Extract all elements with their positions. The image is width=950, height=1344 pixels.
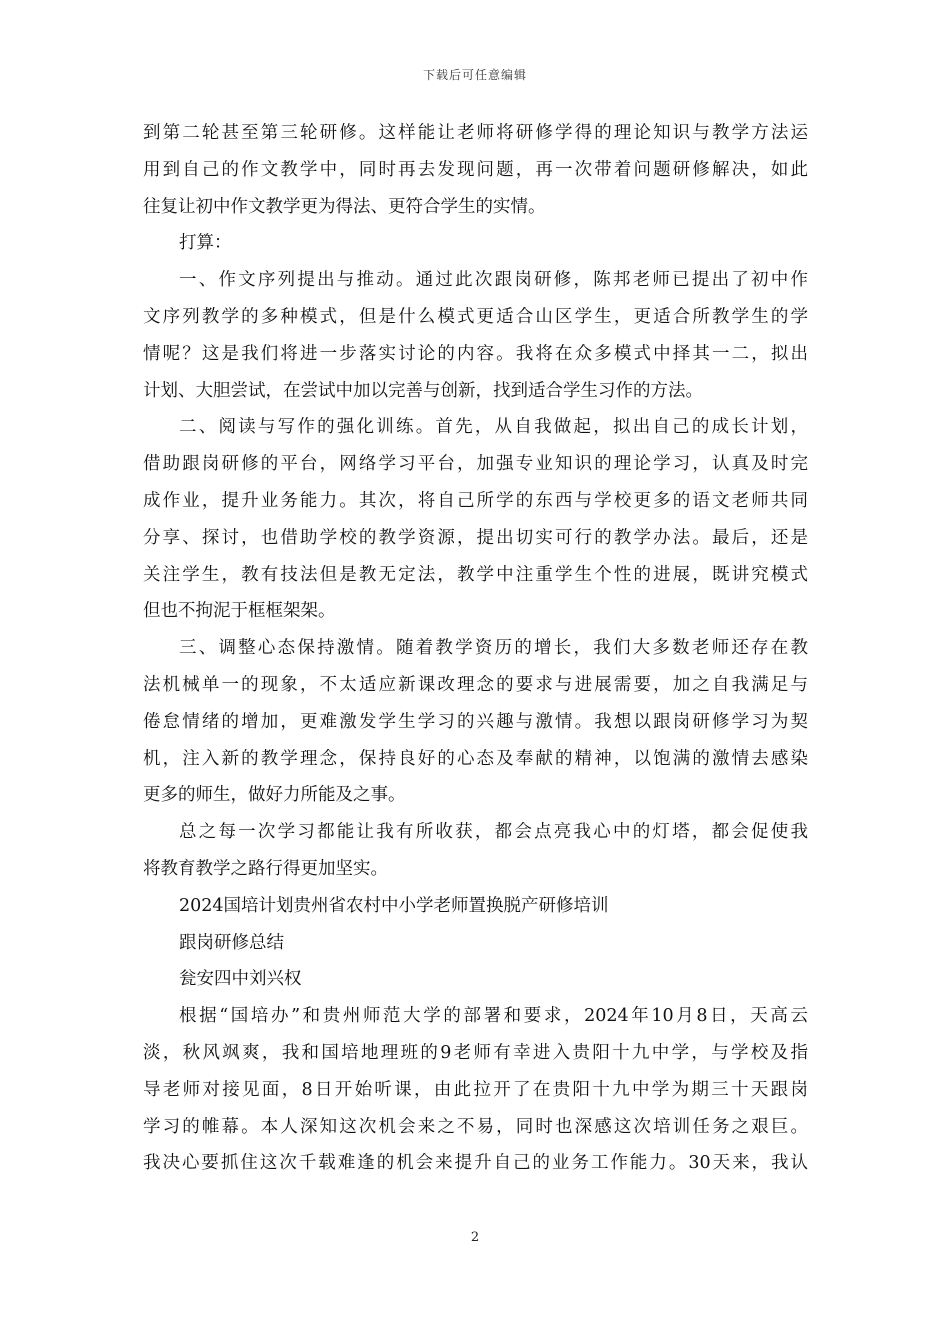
section-title: 2024国培计划贵州省农村中小学老师置换脱产研修培训: [179, 895, 609, 916]
text-line: 淡，秋风飒爽，我和国培地理班的9老师有幸进入贵阳十九中学，与学校及指: [143, 1042, 808, 1063]
text-line: 到第二轮甚至第三轮研修。这样能让老师将研修学得的理论知识与教学方法运: [143, 123, 808, 143]
text-line: 导老师对接见面，8日开始听课，由此拉开了在贵阳十九中学为期三十天跟岗: [143, 1079, 808, 1100]
text-line: 关注学生，教有技法但是教无定法，教学中注重学生个性的进展，既讲究模式: [143, 564, 808, 585]
text-line: 机，注入新的教学理念，保持良好的心态及奉献的精神，以饱满的激情去感染: [143, 748, 808, 769]
page-header: 下载后可任意编辑: [422, 68, 527, 82]
text-line: 用到自己的作文教学中，同时再去发现问题，再一次带着问题研修解决，如此: [143, 159, 808, 180]
text-line: 法机械单一的现象，不太适应新课改理念的要求与进展需要，加之自我满足与: [143, 674, 808, 695]
text-line: 三、调整心态保持激情。随着教学资历的增长，我们大多数老师还存在教: [179, 638, 808, 659]
text-line: 将教育教学之路行得更加坚实。: [143, 858, 388, 879]
text-line: 但也不拘泥于框框架架。: [143, 601, 336, 622]
text-line: 倦怠情绪的增加，更难激发学生学习的兴趣与激情。我想以跟岗研修学习为契: [143, 711, 808, 732]
text-line: 更多的师生，做好力所能及之事。: [143, 785, 406, 806]
text-line: 分享、探讨，也借助学校的教学资源，提出切实可行的教学办法。最后，还是: [143, 527, 808, 548]
text-line: 学习的帷幕。本人深知这次机会来之不易，同时也深感这次培训任务之艰巨。: [143, 1116, 808, 1137]
text-line: 一、作文序列提出与推动。通过此次跟岗研修，陈邦老师已提出了初中作: [179, 270, 808, 291]
text-line: 借助跟岗研修的平台，网络学习平台，加强专业知识的理论学习，认真及时完: [143, 454, 808, 475]
author-line: 瓮安四中刘兴权: [179, 969, 302, 990]
text-line: 文序列教学的多种模式，但是什么模式更适合山区学生，更适合所教学生的学: [143, 306, 808, 327]
text-line: 计划、大胆尝试，在尝试中加以完善与创新，找到适合学生习作的方法。: [143, 380, 703, 401]
text-line: 二、阅读与写作的强化训练。首先，从自我做起，拟出自己的成长计划，: [179, 417, 808, 438]
text-line: 我决心要抓住这次千载难逢的机会来提升自己的业务工作能力。30天来，我认: [143, 1153, 808, 1174]
text-line: 打算：: [179, 233, 232, 254]
text-line: 往复让初中作文教学更为得法、更符合学生的实情。: [143, 196, 546, 217]
text-line: 成作业，提升业务能力。其次，将自己所学的东西与学校更多的语文老师共同: [143, 490, 808, 511]
section-subtitle: 跟岗研修总结: [179, 932, 284, 953]
text-line: 总之每一次学习都能让我有所收获，都会点亮我心中的灯塔，都会促使我: [179, 822, 808, 843]
text-line: 情呢？这是我们将进一步落实讨论的内容。我将在众多模式中择其一二，拟出: [143, 343, 808, 364]
text-line: 根据“国培办”和贵州师范大学的部署和要求，2024年10月8日，天高云: [179, 1006, 808, 1027]
document-body: [143, 115, 808, 1182]
page-number: 2: [470, 1230, 480, 1245]
